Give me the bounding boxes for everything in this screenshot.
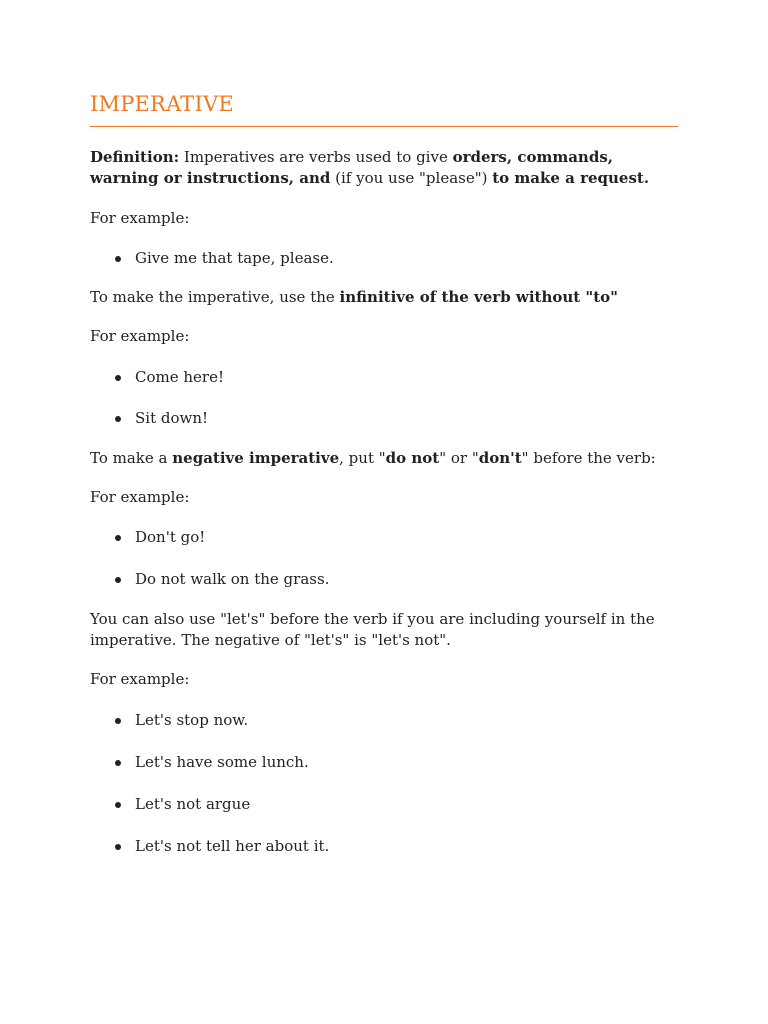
document-page [90,92,678,857]
rule2-text-2: , put " [339,449,386,467]
bullet-icon [115,718,121,724]
list-item-text: Let's not argue [135,795,251,813]
list-item [90,367,678,388]
example-list-3 [90,527,678,590]
bullet-icon [115,844,121,850]
lets-rule-paragraph: You can also use "let's" before the verb if you are including yourself in the imperative. The negative of "let's" is "let's not". [90,610,655,649]
list-item [90,794,678,815]
for-example-label: For example: [90,670,190,688]
definition-paragraph [90,147,678,189]
list-item [90,527,678,548]
for-example-label: For example: [90,488,190,506]
bullet-icon [115,256,121,262]
negative-rule-paragraph [90,448,678,469]
definition-bold-1: orders, commands, warning or instructions, and [90,148,613,187]
bullet-icon [115,535,121,541]
rule2-text-3: " or " [439,449,479,467]
list-item-text: Don't go! [135,528,206,546]
rule2-text-4: " before the verb: [521,449,656,467]
bullet-icon [115,760,121,766]
list-item [90,710,678,731]
list-item-text: Let's not tell her about it. [135,837,330,855]
rule2-text-1: To make a [90,449,173,467]
list-item [90,752,678,773]
bullet-icon [115,416,121,422]
rule2-bold-1: negative imperative [172,449,340,467]
example-list-1 [90,248,678,269]
list-item-text: Do not walk on the grass. [135,570,330,588]
rule2-bold-2: do not [385,449,440,467]
example-list-4 [90,710,678,857]
rule1-bold: infinitive of the verb without "to" [339,288,618,306]
list-item-text: Let's have some lunch. [135,753,309,771]
list-item [90,569,678,590]
page-title: IMPERATIVE [90,92,678,127]
list-item [90,248,678,269]
for-example-label: For example: [90,327,190,345]
rule2-bold-3: don't [478,449,522,467]
list-item-text: Let's stop now. [135,711,249,729]
list-item [90,836,678,857]
definition-text-2: (if you use "please") [330,169,493,187]
list-item-text: Give me that tape, please. [135,249,334,267]
list-item-text: Come here! [135,368,224,386]
definition-bold-2: to make a request. [492,169,650,187]
list-item-text: Sit down! [135,409,209,427]
list-item [90,408,678,429]
definition-text-1: Imperatives are verbs used to give [179,148,453,166]
definition-label: Definition: [90,148,180,166]
for-example-label: For example: [90,209,190,227]
bullet-icon [115,375,121,381]
bullet-icon [115,577,121,583]
bullet-icon [115,802,121,808]
rule1-text: To make the imperative, use the [90,288,340,306]
example-list-2 [90,367,678,429]
imperative-rule-paragraph [90,287,678,308]
